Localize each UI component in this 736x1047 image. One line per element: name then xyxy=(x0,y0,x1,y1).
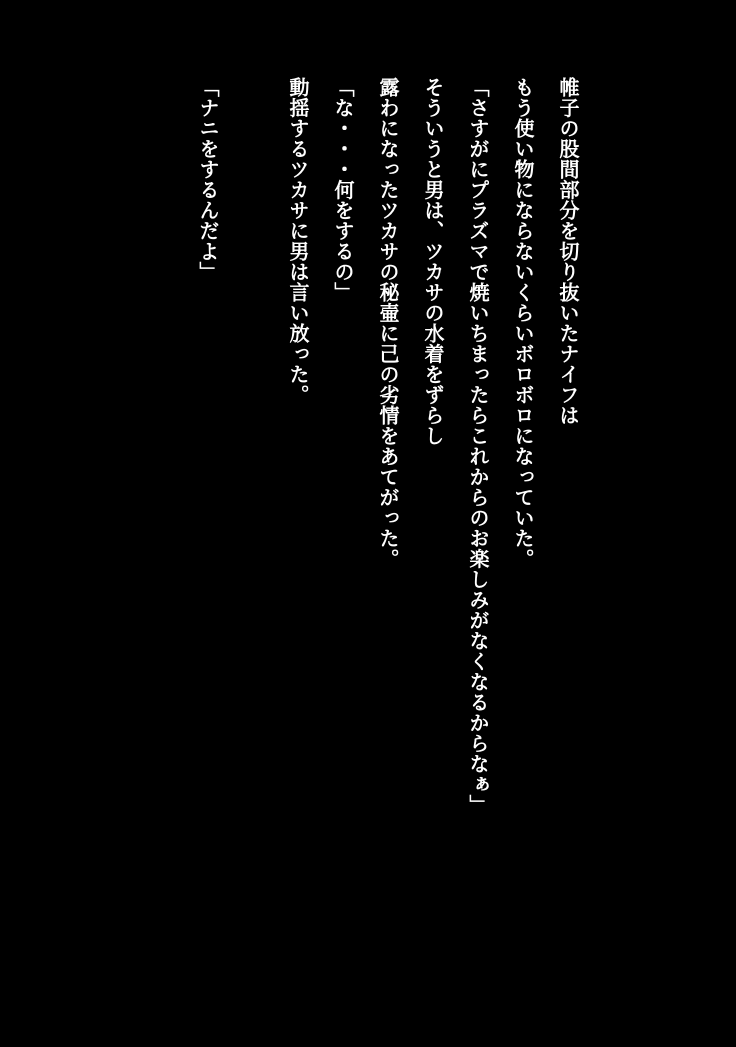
text-line: 露わになったツカサの秘壷に己の劣情をあてがった。 xyxy=(376,77,400,569)
text-line: 「な・・・何をするの」 xyxy=(331,77,355,303)
text-line: 動揺するツカサに男は言い放った。 xyxy=(286,77,310,405)
text-line: もう使い物にならないくらいボロボロになっていた。 xyxy=(511,77,535,569)
text-line: 「ナニをするんだよ」 xyxy=(196,77,220,282)
text-line: 「さすがにプラズマで焼いちまったらこれからのお楽しみがなくなるからなぁ」 xyxy=(466,77,490,815)
blank-line xyxy=(230,77,275,815)
text-line: 帷子の股間部分を切り抜いたナイフは xyxy=(556,77,580,426)
text-line: そういうと男は、ツカサの水着をずらし xyxy=(421,77,445,446)
vertical-text-block xyxy=(185,77,590,815)
